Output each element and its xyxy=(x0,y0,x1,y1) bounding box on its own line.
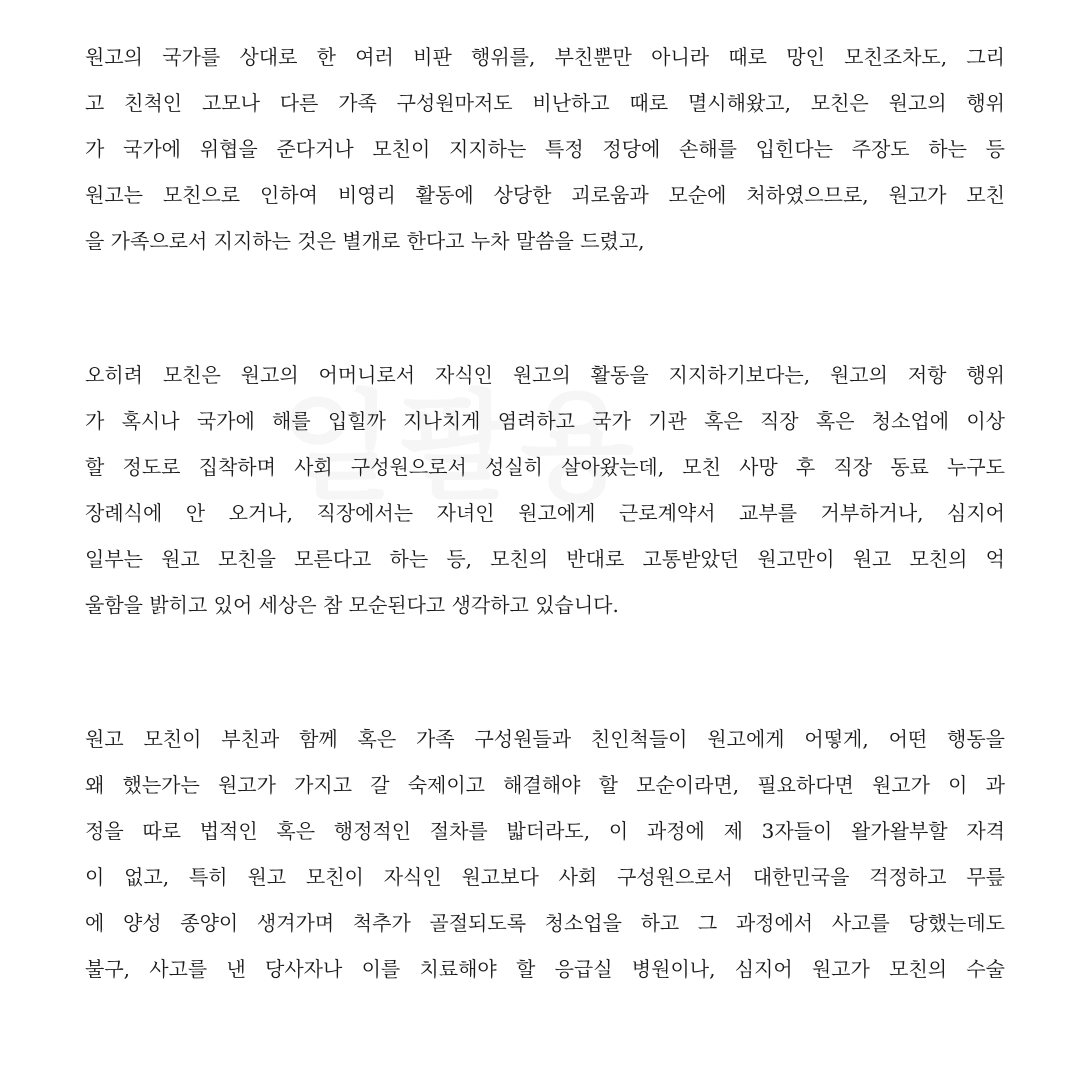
text-line: 고 친척인 고모나 다른 가족 구성원마저도 비난하고 때로 멸시해왔고, 모친은 원고의 행위 xyxy=(85,91,1005,115)
text-line: 정을 따로 법적인 혹은 행정적인 절차를 밟더라도, 이 과정에 제 3자들이 왈가왈부할 자격 xyxy=(85,819,1005,843)
paragraph-3 xyxy=(85,716,1005,992)
paragraph-gap xyxy=(85,264,1005,352)
text-line: 불구, 사고를 낸 당사자나 이를 치료해야 할 응급실 병원이나, 심지어 원고가 모친의 수술 xyxy=(85,957,1005,981)
document-body xyxy=(85,34,1005,992)
paragraph-1 xyxy=(85,34,1005,264)
text-line: 오히려 모친은 원고의 어머니로서 자식인 원고의 활동을 지지하기보다는, 원고의 저항 행위 xyxy=(85,363,1005,387)
paragraph-2 xyxy=(85,352,1005,628)
text-line: 울함을 밝히고 있어 세상은 참 모순된다고 생각하고 있습니다. xyxy=(85,593,619,617)
text-line: 왜 했는가는 원고가 가지고 갈 숙제이고 해결해야 할 모순이라면, 필요하다면 원고가 이 과 xyxy=(85,773,1005,797)
text-line: 가 국가에 위협을 준다거나 모친이 지지하는 특정 정당에 손해를 입힌다는 주장도 하는 등 xyxy=(85,137,1005,161)
text-line: 원고의 국가를 상대로 한 여러 비판 행위를, 부친뿐만 아니라 때로 망인 모친조차도, 그리 xyxy=(85,45,1005,69)
text-line: 가 혹시나 국가에 해를 입힐까 지나치게 염려하고 국가 기관 혹은 직장 혹은 청소업에 이상 xyxy=(85,409,1005,433)
text-line: 이 없고, 특히 원고 모친이 자식인 원고보다 사회 구성원으로서 대한민국을 걱정하고 무릎 xyxy=(85,865,1005,889)
paragraph-gap xyxy=(85,628,1005,716)
text-line: 할 정도로 집착하며 사회 구성원으로서 성실히 살아왔는데, 모친 사망 후 직장 동료 누구도 xyxy=(85,455,1005,479)
text-line: 원고 모친이 부친과 함께 혹은 가족 구성원들과 친인척들이 원고에게 어떻게, 어떤 행동을 xyxy=(85,727,1005,751)
text-line: 을 가족으로서 지지하는 것은 별개로 한다고 누차 말씀을 드렸고, xyxy=(85,229,645,253)
text-line: 원고는 모친으로 인하여 비영리 활동에 상당한 괴로움과 모순에 처하였으므로, 원고가 모친 xyxy=(85,183,1005,207)
text-line: 일부는 원고 모친을 모른다고 하는 등, 모친의 반대로 고통받았던 원고만이 원고 모친의 억 xyxy=(85,547,1005,571)
text-line: 에 양성 종양이 생겨가며 척추가 골절되도록 청소업을 하고 그 과정에서 사고를 당했는데도 xyxy=(85,911,1005,935)
text-line: 장례식에 안 오거나, 직장에서는 자녀인 원고에게 근로계약서 교부를 거부하거나, 심지어 xyxy=(85,501,1005,525)
